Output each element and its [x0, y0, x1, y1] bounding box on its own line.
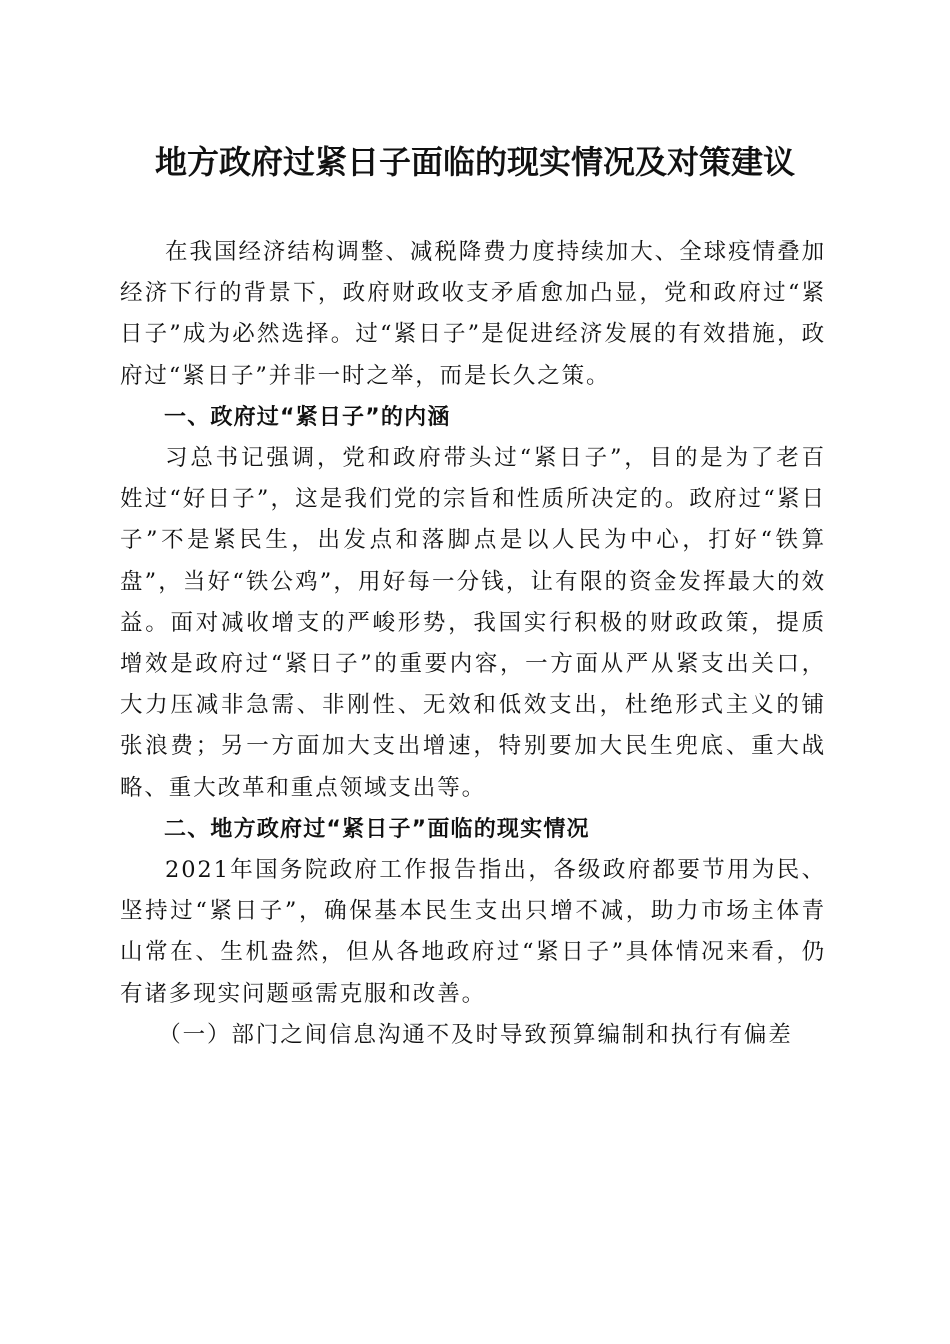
section-1-heading: 一、政府过“紧日子”的内涵 [164, 404, 451, 430]
subsection-1-heading: （一）部门之间信息沟通不及时导致预算编制和执行有偏差 [158, 1021, 793, 1048]
section-2-heading: 二、地方政府过“紧日子”面临的现实情况 [164, 816, 590, 842]
section-2-paragraph: 2021年国务院政府工作报告指出，各级政府都要节用为民、坚持过“紧日子”，确保基本民生支出只增不减，助力市场主体青山常在、生机盎然，但从各地政府过“紧日子”具体情况来看，仍有诸多现实问题亟需克服和改善。 [120, 857, 826, 1007]
intro-paragraph: 在我国经济结构调整、减税降费力度持续加大、全球疫情叠加经济下行的背景下，政府财政收支矛盾愈加凸显，党和政府过“紧日子”成为必然选择。过“紧日子”是促进经济发展的有效措施，政府过“紧日子”并非一时之举，而是长久之策。 [120, 239, 826, 389]
document-body [120, 232, 826, 1056]
document-title: 地方政府过紧日子面临的现实情况及对策建议 [154, 143, 795, 181]
section-1-paragraph: 习总书记强调，党和政府带头过“紧日子”，目的是为了老百姓过“好日子”，这是我们党的宗旨和性质所决定的。政府过“紧日子”不是紧民生，出发点和落脚点是以人民为中心，打好“铁算盘”，当好“铁公鸡”，用好每一分钱，让有限的资金发挥最大的效益。面对减收增支的严峻形势，我国实行积极的财政政策，提质增效是政府过“紧日子”的重要内容，一方面从严从紧支出关口，大力压减非急需、非刚性、无效和低效支出，杜绝形式主义的铺张浪费；另一方面加大支出增速，特别要加大民生兜底、重大战略、重大改革和重点领域支出等。 [120, 445, 826, 801]
